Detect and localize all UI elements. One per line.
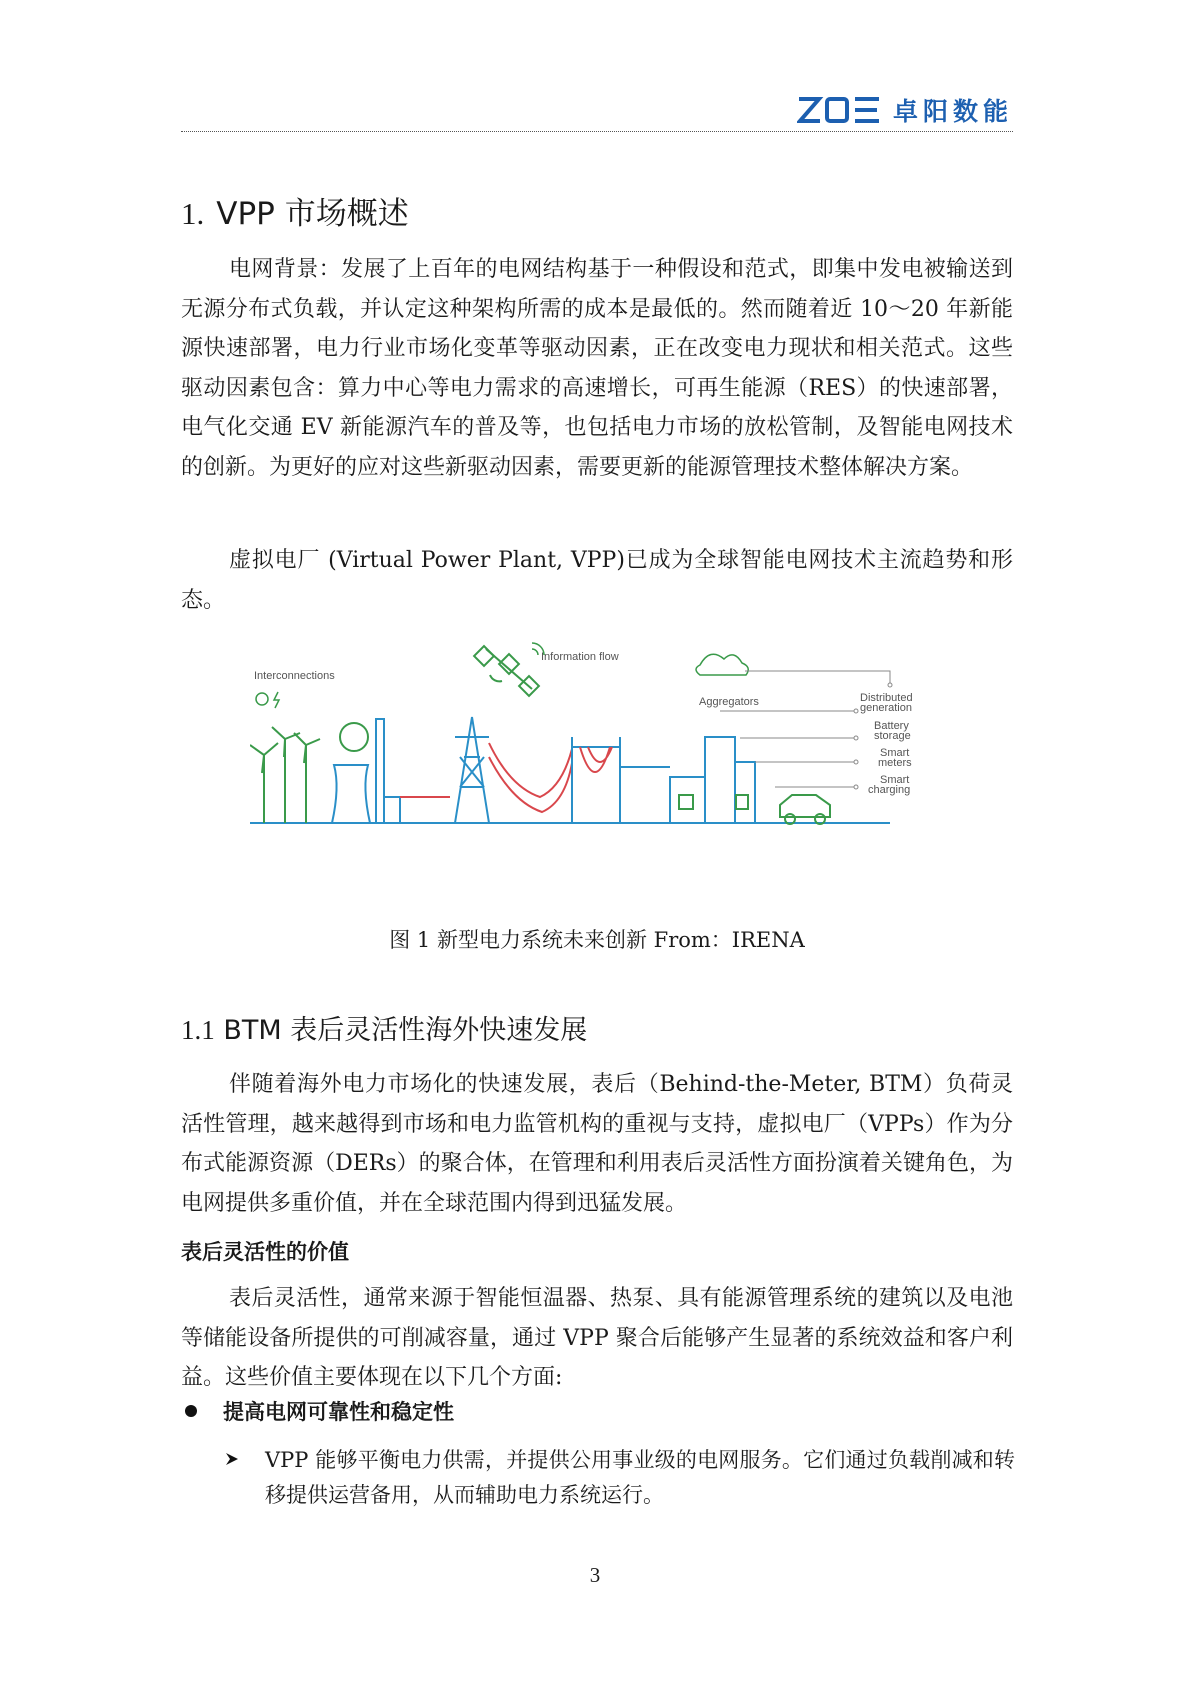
header-divider <box>181 131 1013 132</box>
lightning-icon <box>274 692 279 708</box>
wind-turbines-icon <box>250 727 320 823</box>
label-meters-1: Smart <box>880 747 910 759</box>
label-distributed-1: Distributed <box>860 692 913 704</box>
arrow-bullet-icon <box>224 1451 240 1467</box>
paragraph-vpp-intro: 虚拟电厂 (Virtual Power Plant, VPP)已成为全球智能电网技术主流趋势和形态。 <box>181 548 1013 613</box>
page-number: 3 <box>589 1563 601 1587</box>
power-system-diagram <box>250 637 990 892</box>
subsection-title: BTM 表后灵活性海外快速发展 <box>223 1015 588 1046</box>
transmission-tower-icon <box>455 717 489 823</box>
label-charging-1: Smart <box>880 774 910 786</box>
paragraph-grid-background: 电网背景：发展了上百年的电网结构基于一种假设和范式，即集中发电被输送到无源分布式负载，并认定这种架构所需的成本是最低的。然而随着近 10～20 年新能源快速部署，电力行业市场化变革等驱动因素，正在改变电力现状和相关范式。这些驱动因素包含：算力中心等电力需求的高速增长，可再生能源（RES）的快速部署，电气化交通 EV 新能源汽车的普及等，也包括电力市场的放松管制，及智能电网技术的创新。为更好的应对这些新驱动因素，需要更新的能源管理技术整体解决方案。 <box>181 257 1013 480</box>
company-logo <box>797 92 1013 128</box>
buildings-icon <box>670 737 755 823</box>
paragraph-btm-value: 表后灵活性，通常来源于智能恒温器、热泵、具有能源管理系统的建筑以及电池等储能设备所提供的可削减容量，通过 VPP 聚合后能够产生显著的系统效益和客户利益。这些价值主要体现在以下几个方面: <box>181 1286 1013 1390</box>
label-battery-1: Battery <box>874 720 909 732</box>
section-number: 1. <box>181 196 205 231</box>
label-distributed-2: generation <box>860 702 912 714</box>
power-plant-icon <box>332 719 400 823</box>
satellite-icon <box>474 646 539 696</box>
subsection-number: 1.1 <box>181 1015 215 1045</box>
label-charging-2: charging <box>868 784 911 796</box>
zoe-logo-icon <box>797 96 883 124</box>
label-interconnections: Interconnections <box>254 670 335 682</box>
label-battery-2: storage <box>874 730 911 742</box>
sub-bullet-text: VPP 能够平衡电力供需，并提供公用事业级的电网服务。它们通过负载削减和转移提供运营备用，从而辅助电力系统运行。 <box>265 1448 1015 1507</box>
page-header <box>181 92 1013 132</box>
aggregator-cloud-icon <box>696 654 748 675</box>
section-heading <box>181 188 409 233</box>
interconnect-icon <box>256 693 268 705</box>
minor-heading: 表后灵活性的价值 <box>181 1240 349 1264</box>
vpp-illustration <box>250 637 990 892</box>
bullet-text: 提高电网可靠性和稳定性 <box>223 1400 454 1424</box>
electric-car-icon <box>780 795 830 824</box>
paragraph-btm-intro: 伴随着海外电力市场化的快速发展，表后（Behind-the-Meter, BTM）负荷灵活性管理，越来越得到市场和电力监管机构的重视与支持，虚拟电厂（VPPs）作为分布式能源资源（DERs）的聚合体，在管理和利用表后灵活性方面扮演着关键角色，为电网提供多重价值，并在全球范围内得到迅猛发展。 <box>181 1072 1013 1216</box>
figure-caption: 图 1 新型电力系统未来创新 From：IRENA <box>389 928 805 952</box>
utility-pole-icon <box>572 737 620 823</box>
bullet-item <box>181 1396 454 1426</box>
subsection-heading <box>181 1008 587 1047</box>
section-title: VPP 市场概述 <box>216 196 409 232</box>
logo-text: 卓阳数能 <box>892 97 1013 126</box>
label-meters-2: meters <box>878 757 912 769</box>
bullet-dot-icon <box>185 1405 197 1417</box>
label-aggregators: Aggregators <box>699 696 759 708</box>
label-information-flow: Information flow <box>541 651 619 663</box>
